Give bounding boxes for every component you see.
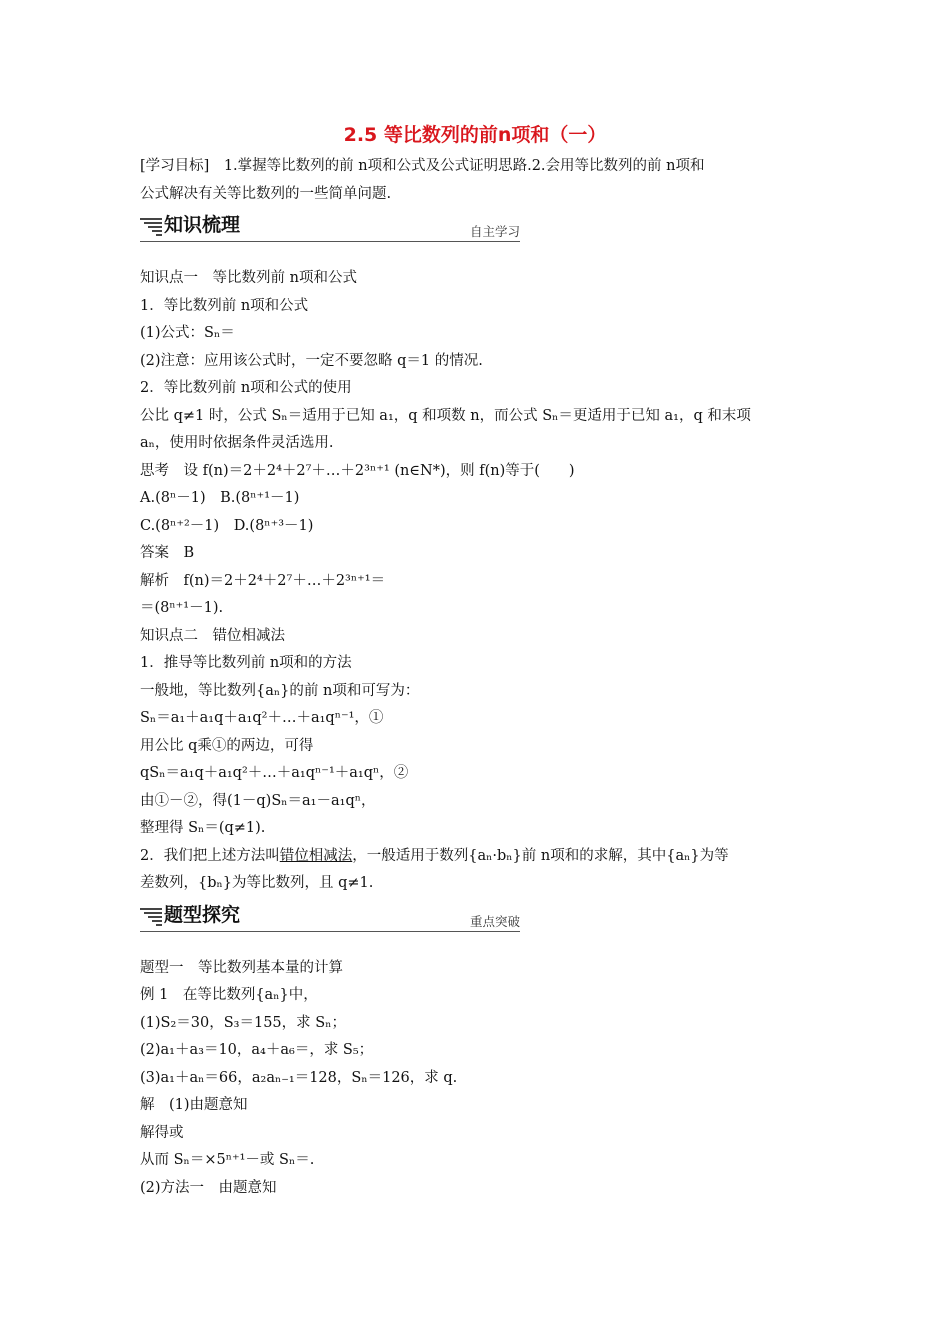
think-question: 思考 设 f(n)＝2＋2⁴＋2⁷＋…＋2³ⁿ⁺¹ (n∈N*)，则 f(n)等于( ) xyxy=(140,462,575,479)
text-line: 用公比 q乘①的两边，可得 xyxy=(140,737,314,754)
text-line xyxy=(140,843,812,871)
answer-line: 答案 B xyxy=(140,545,195,561)
stripes-icon xyxy=(140,218,162,236)
text-segment: 2．我们把上述方法叫 xyxy=(140,847,280,864)
section-tag: 重点突破 xyxy=(469,913,520,929)
section-header-knowledge xyxy=(140,212,520,242)
solution-line: (2)方法一 由题意知 xyxy=(140,1179,277,1196)
text-line: 1．推导等比数列前 n项和的方法 xyxy=(140,655,352,671)
section-header-types xyxy=(140,902,520,932)
question-line: (1)S₂＝30，S₃＝155，求 Sₙ； xyxy=(140,1014,346,1031)
text-line: (2)注意：应用该公式时，一定不要忽略 q＝1 的情况. xyxy=(140,352,483,369)
text-line: (1)公式：Sₙ＝ xyxy=(140,325,235,341)
solution-line: 解得或 xyxy=(140,1124,184,1141)
formula-line: Sₙ＝a₁＋a₁q＋a₁q²＋…＋a₁qⁿ⁻¹，① xyxy=(140,710,384,726)
section-heading: 知识梳理 xyxy=(164,214,241,236)
analysis-line: 解析 f(n)＝2＋2⁴＋2⁷＋…＋2³ⁿ⁺¹＝ xyxy=(140,572,386,589)
knowledge-point-title: 知识点一 等比数列前 n项和公式 xyxy=(140,270,357,286)
text-line: 一般地，等比数列{aₙ}的前 n项和可写为： xyxy=(140,682,420,699)
page-title: 2.5 等比数列的前n项和（一） xyxy=(343,124,607,146)
knowledge-point-title: 知识点二 错位相减法 xyxy=(140,627,285,644)
underlined-term: 错位相减法 xyxy=(279,847,353,864)
options-line: A.(8ⁿ－1) B.(8ⁿ⁺¹－1) xyxy=(140,490,300,506)
objectives-line: [学习目标] 1.掌握等比数列的前 n项和公式及公式证明思路.2.会用等比数列的前 n项和 xyxy=(140,158,705,174)
document-body xyxy=(140,153,812,1202)
solution-line: 从而 Sₙ＝×5ⁿ⁺¹－或 Sₙ＝. xyxy=(140,1152,315,1168)
text-line: 差数列，{bₙ}为等比数列，且 q≠1. xyxy=(140,875,374,891)
question-line: (2)a₁＋a₃＝10，a₄＋a₆＝，求 S₅； xyxy=(140,1042,374,1058)
formula-line: 由①－②，得(1－q)Sₙ＝a₁－a₁qⁿ， xyxy=(140,792,376,809)
text-line: 1．等比数列前 n项和公式 xyxy=(140,297,309,314)
example-line: 例 1 在等比数列{aₙ}中， xyxy=(140,987,318,1003)
options-line: C.(8ⁿ⁺²－1) D.(8ⁿ⁺³－1) xyxy=(140,517,314,534)
formula-line: qSₙ＝a₁q＋a₁q²＋…＋a₁qⁿ⁻¹＋a₁qⁿ，② xyxy=(140,765,409,781)
analysis-line: ＝(8ⁿ⁺¹－1). xyxy=(140,600,224,616)
text-segment: ，一般适用于数列{aₙ·bₙ}前 n项和的求解，其中{aₙ}为等 xyxy=(352,847,729,864)
objectives-line: 公式解决有关等比数列的一些简单问题. xyxy=(140,185,392,202)
solution-line: 解 (1)由题意知 xyxy=(140,1097,248,1113)
text-line: aₙ，使用时依据条件灵活选用. xyxy=(140,435,334,451)
formula-line: 整理得 Sₙ＝(q≠1). xyxy=(140,820,266,836)
section-heading: 题型探究 xyxy=(164,903,241,926)
text-line: 2．等比数列前 n项和公式的使用 xyxy=(140,380,352,396)
type-title: 题型一 等比数列基本量的计算 xyxy=(140,959,343,976)
text-line: 公比 q≠1 时，公式 Sₙ＝适用于已知 a₁，q 和项数 n，而公式 Sₙ＝更适用于已知 a₁，q 和末项 xyxy=(140,407,751,424)
section-tag: 自主学习 xyxy=(469,224,520,239)
stripes-icon xyxy=(140,908,162,926)
question-line: (3)a₁＋aₙ＝66，a₂aₙ₋₁＝128，Sₙ＝126，求 q. xyxy=(140,1069,458,1086)
